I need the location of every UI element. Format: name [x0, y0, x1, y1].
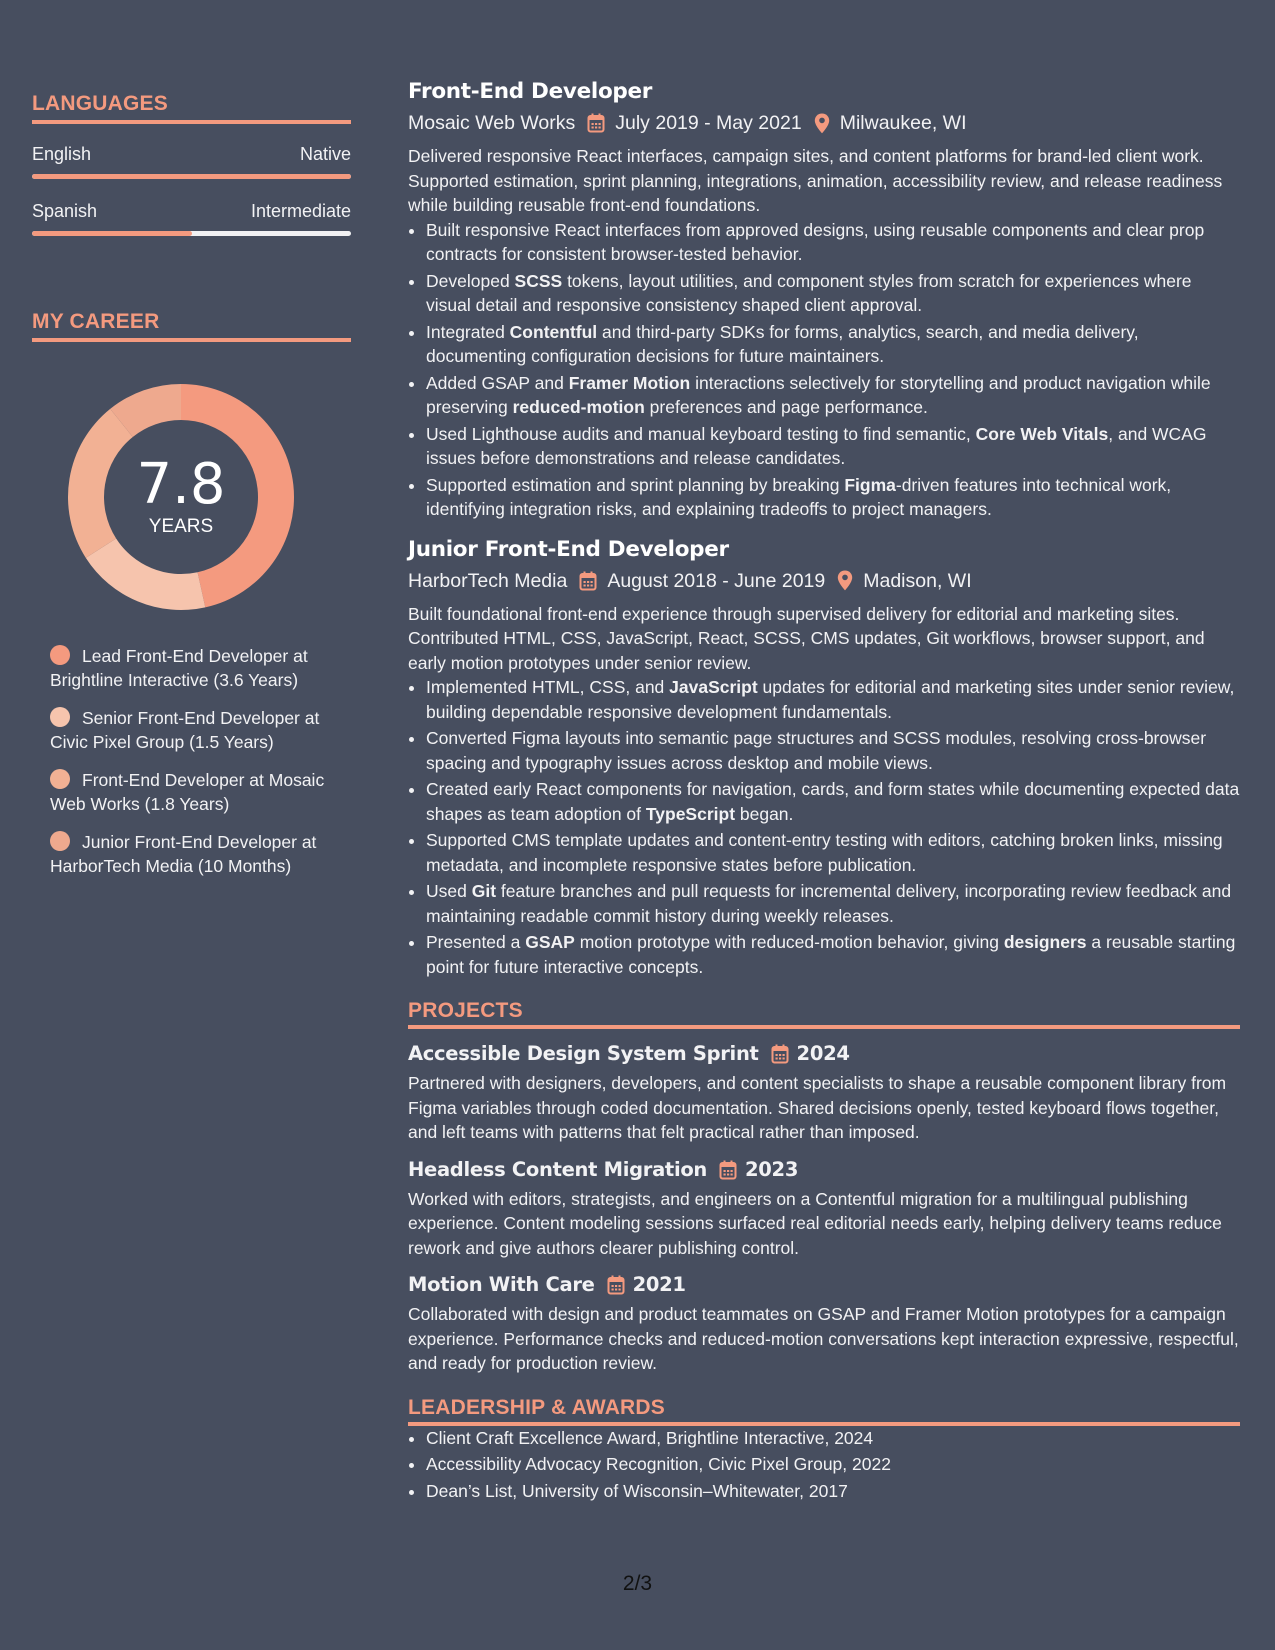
legend-label: Lead Front-End Developer at Brightline Interactive (3.6 Years)	[50, 646, 308, 690]
job-meta	[408, 568, 1240, 594]
project-header	[408, 1272, 1240, 1298]
main-content	[408, 78, 1240, 1505]
job-dates: August 2018 - June 2019	[607, 569, 826, 592]
award-item: • Dean’s List, University of Wisconsin–Whitewater, 2017	[426, 1479, 1240, 1504]
legend-dot	[50, 769, 70, 789]
language-proficiency-fill	[32, 231, 192, 236]
job-entry	[408, 536, 1240, 980]
project-entry	[408, 1157, 1240, 1261]
legend-label: Senior Front-End Developer at Civic Pixel Group (1.5 Years)	[50, 708, 320, 752]
project-header	[408, 1041, 1240, 1067]
job-bullets	[408, 675, 1240, 979]
language-item	[32, 144, 351, 179]
language-level: Native	[299, 144, 351, 164]
project-name: Accessible Design System Sprint	[408, 1042, 759, 1065]
donut-center	[66, 382, 296, 612]
job-bullet: • Added GSAP and Framer Motion interactions selectively for storytelling and product navigation while preserving reduced-motion preferences and page performance.	[426, 371, 1240, 420]
career-legend-item	[50, 706, 330, 754]
job-bullet: • Implemented HTML, CSS, and JavaScript updates for editorial and marketing sites under senior review, building dependable responsive development fundamentals.	[426, 675, 1240, 724]
project-name: Motion With Care	[408, 1273, 595, 1296]
language-proficiency-fill	[32, 174, 351, 179]
legend-dot	[50, 645, 70, 665]
language-level: Intermediate	[250, 201, 351, 221]
legend-dot	[50, 831, 70, 851]
project-year: 2023	[745, 1157, 799, 1181]
page-number: 2/3	[622, 1572, 653, 1595]
bold-keyword: reduced-motion	[512, 397, 645, 417]
awards-heading: LEADERSHIP & AWARDS	[408, 1396, 1240, 1426]
job-bullet: • Created early React components for navigation, cards, and form states while documenting expected data shapes as team adoption of TypeScript began.	[426, 777, 1240, 826]
total-years-unit: YEARS	[148, 516, 214, 537]
language-row	[32, 144, 351, 165]
job-bullet: • Supported CMS template updates and content-entry testing with editors, catching broken links, missing metadata, and incomplete responsive states before publication.	[426, 828, 1240, 877]
projects-heading: PROJECTS	[408, 999, 1240, 1029]
job-summary: Delivered responsive React interfaces, campaign sites, and content platforms for brand-led client work. Supported estimation, sprint planning, integrations, animation, accessibility review, and release readiness while building reusable front-end foundations.	[408, 146, 1223, 215]
job-location: Madison, WI	[863, 569, 972, 592]
job-bullet: • Supported estimation and sprint planning by breaking Figma-driven features into technical work, identifying integration risks, and explaining tradeoffs to project managers.	[426, 473, 1240, 522]
job-bullet: • Used Git feature branches and pull requests for incremental delivery, incorporating review feedback and maintaining readable commit history during weekly releases.	[426, 879, 1240, 928]
languages-list	[32, 144, 351, 236]
project-entry	[408, 1041, 1240, 1145]
job-dates: July 2019 - May 2021	[615, 112, 802, 134]
project-header	[408, 1157, 1240, 1183]
location-pin-icon	[814, 113, 830, 134]
calendar-icon	[587, 113, 605, 133]
legend-label: Junior Front-End Developer at HarborTech Media (10 Months)	[50, 832, 317, 876]
job-location: Milwaukee, WI	[839, 112, 967, 134]
awards-list	[408, 1426, 1240, 1504]
language-proficiency-bar	[32, 174, 351, 179]
career-legend-item	[50, 644, 330, 692]
bold-keyword: JavaScript	[669, 677, 758, 697]
project-name: Headless Content Migration	[408, 1157, 708, 1181]
bold-keyword: TypeScript	[645, 803, 736, 824]
project-entry	[408, 1272, 1240, 1376]
career-legend-item	[50, 830, 330, 878]
calendar-icon	[607, 1275, 625, 1295]
award-item: • Accessibility Advocacy Recognition, Civic Pixel Group, 2022	[426, 1452, 1240, 1477]
job-bullet: • Developed SCSS tokens, layout utilities, and component styles from scratch for experiences where visual detail and responsive consistency shaped client approval.	[426, 269, 1240, 318]
total-years-value: 7.8	[136, 452, 226, 517]
language-proficiency-bar	[32, 231, 351, 236]
calendar-icon	[771, 1044, 789, 1064]
award-item: • Client Craft Excellence Award, Brightline Interactive, 2024	[426, 1426, 1240, 1451]
bold-keyword: Contentful	[509, 321, 598, 342]
career-donut-chart	[66, 382, 296, 612]
job-bullet: • Converted Figma layouts into semantic page structures and SCSS modules, resolving cross-browser spacing and typography issues across desktop and mobile views.	[426, 726, 1240, 775]
career-legend	[50, 644, 330, 878]
bold-keyword: SCSS	[514, 270, 563, 291]
calendar-icon	[579, 571, 597, 591]
experience-list	[408, 78, 1240, 979]
language-item	[32, 201, 351, 236]
project-year: 2021	[632, 1273, 686, 1296]
job-bullet: • Integrated Contentful and third-party SDKs for forms, analytics, search, and media delivery, documenting configuration decisions for future maintainers.	[426, 320, 1240, 369]
bold-keyword: Git	[471, 881, 497, 901]
legend-label: Front-End Developer at Mosaic Web Works (1.8 Years)	[50, 770, 325, 814]
job-bullets	[408, 218, 1240, 522]
projects-list	[408, 1041, 1240, 1376]
bold-keyword: Framer Motion	[568, 372, 691, 393]
job-bullet: • Used Lighthouse audits and manual keyboard testing to find semantic, Core Web Vitals, and WCAG issues before demonstrations and release candidates.	[426, 422, 1240, 471]
location-pin-icon	[837, 570, 853, 591]
legend-dot	[50, 707, 70, 727]
job-meta	[408, 110, 1240, 136]
project-description: Collaborated with design and product teammates on GSAP and Framer Motion prototypes for a campaign experience. Performance checks and reduced-motion conversations kept interaction expressive, respectful, and ready for production review.	[408, 1304, 1239, 1373]
language-name: Spanish	[32, 201, 98, 221]
bold-keyword: GSAP	[525, 932, 575, 952]
bold-keyword: designers	[1003, 932, 1087, 952]
language-name: English	[32, 144, 92, 164]
job-bullet: • Presented a GSAP motion prototype with reduced-motion behavior, giving designers a reusable starting point for future interactive concepts.	[426, 930, 1240, 979]
sidebar	[32, 92, 351, 892]
company-name: Mosaic Web Works	[408, 112, 576, 134]
bold-keyword: Core Web Vitals	[975, 423, 1109, 444]
project-description: Worked with editors, strategists, and engineers on a Contentful migration for a multilingual publishing experience. Content modeling sessions surfaced real editorial needs early, helping delivery teams reduce rework and give authors clearer publishing control.	[408, 1188, 1222, 1258]
job-entry	[408, 78, 1240, 522]
project-description: Partnered with designers, developers, and content specialists to shape a reusable component library from Figma variables through coded documentation. Shared decisions openly, tested keyboard flows together, and left teams with patterns that felt practical rather than imposed.	[408, 1073, 1227, 1142]
language-row	[32, 201, 351, 222]
project-year: 2024	[796, 1042, 850, 1065]
calendar-icon	[719, 1160, 737, 1180]
languages-heading: LANGUAGES	[32, 92, 351, 124]
career-legend-item	[50, 768, 330, 816]
job-summary: Built foundational front-end experience through supervised delivery for editorial and marketing sites. Contributed HTML, CSS, JavaScript, React, SCSS, CMS updates, Git workflows, browser support, and early motion prototypes under senior review.	[408, 603, 1205, 673]
career-heading: MY CAREER	[32, 310, 351, 342]
job-bullet: • Built responsive React interfaces from approved designs, using reusable components and clear prop contracts for consistent browser-tested behavior.	[426, 218, 1240, 267]
bold-keyword: Figma	[844, 474, 896, 495]
job-title: Front-End Developer	[408, 79, 653, 104]
company-name: HarborTech Media	[408, 569, 568, 592]
job-title: Junior Front-End Developer	[408, 536, 729, 562]
